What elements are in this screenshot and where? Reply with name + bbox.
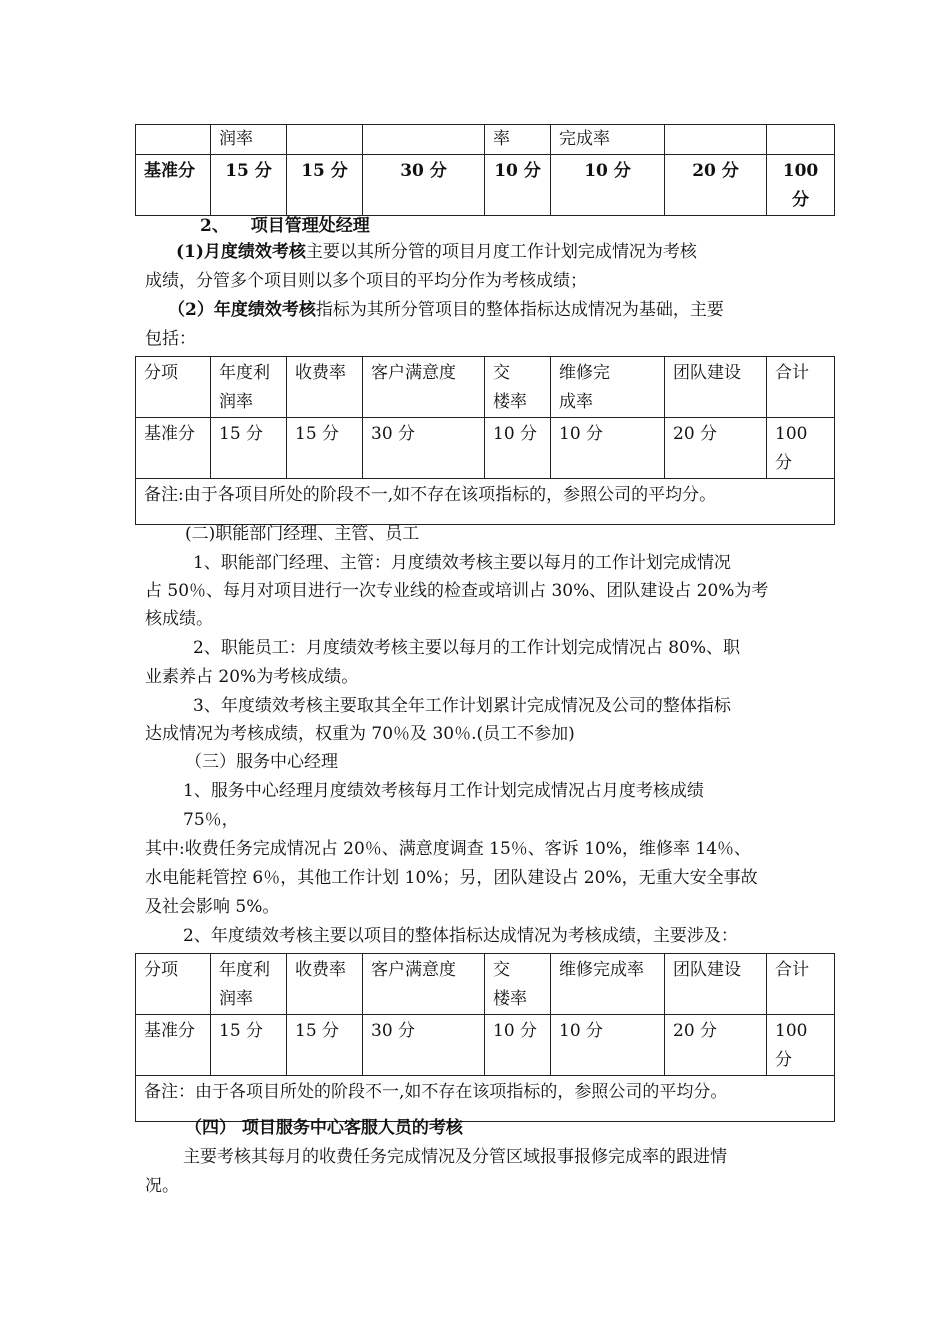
section-two-heading: (二)职能部门经理、主管、员工: [185, 524, 420, 544]
paragraph-line: 况。: [145, 1176, 179, 1196]
annual-score-table-2: [135, 953, 835, 1122]
paragraph-line: 包括：: [145, 329, 196, 349]
paragraph-line: 及社会影响 5%。: [145, 897, 280, 917]
section-four-heading: （四） 项目服务中心客服人员的考核: [185, 1118, 463, 1138]
table-row: 基准分 15 分 15 分 30 分 10 分 10 分 20 分 100 分: [136, 418, 835, 479]
table-row: 基准分 15 分 15 分 30 分 10 分 10 分 20 分 100 分: [136, 155, 835, 216]
table-row: 基准分 15 分 15 分 30 分 10 分 10 分 20 分 100 分: [136, 1015, 835, 1076]
paragraph-line: 75％，: [183, 810, 239, 830]
table-note-row: 备注:由于各项目所处的阶段不一,如不存在该项指标的，参照公司的平均分。: [136, 479, 835, 525]
paragraph-line: 业素养占 20%为考核成绩。: [145, 667, 359, 687]
paragraph-line: 2、职能员工：月度绩效考核主要以每月的工作计划完成情况占 80%、职: [193, 638, 741, 658]
paragraph-line: 主要考核其每月的收费任务完成情况及分管区域报事报修完成率的跟进情: [183, 1147, 727, 1167]
table-header-row: 分项 年度利润率 收费率 客户满意度 交 楼率 维修完成率 团队建设 合计: [136, 954, 835, 1015]
paragraph-line: 1、服务中心经理月度绩效考核每月工作计划完成情况占月度考核成绩: [183, 781, 704, 801]
paragraph: （2）年度绩效考核指标为其所分管项目的整体指标达成情况为基础，主要: [168, 300, 724, 320]
paragraph-line: 核成绩。: [145, 609, 213, 629]
paragraph-line: 其中:收费任务完成情况占 20％、满意度调查 15％、客诉 10%，维修率 14％、: [145, 839, 752, 859]
paragraph-line: 2、年度绩效考核主要以项目的整体指标达成情况为考核成绩，主要涉及：: [183, 926, 738, 946]
paragraph: (1)月度绩效考核主要以其所分管的项目月度工作计划完成情况为考核: [176, 242, 697, 262]
paragraph-line: 成绩，分管多个项目则以多个项目的平均分作为考核成绩；: [145, 271, 587, 291]
table-note-row: 备注：由于各项目所处的阶段不一,如不存在该项指标的，参照公司的平均分。: [136, 1076, 835, 1122]
paragraph-line: 占 50％、每月对项目进行一次专业线的检查或培训占 30%、团队建设占 20%为考: [145, 581, 769, 601]
table-header-row: 分项 年度利润率 收费率 客户满意度 交 楼率 维修完成率 团队建设 合计: [136, 357, 835, 418]
section-three-heading: （三）服务中心经理: [185, 752, 338, 772]
paragraph-line: 达成情况为考核成绩，权重为 70％及 30％.(员工不参加): [145, 724, 575, 744]
top-score-table: [135, 124, 835, 216]
table-row: 润率 率 完成率: [136, 125, 835, 155]
annual-score-table-1: [135, 356, 835, 525]
paragraph-line: 水电能耗管控 6％，其他工作计划 10%；另，团队建设占 20%，无重大安全事故: [145, 868, 758, 888]
paragraph-line: 1、职能部门经理、主管：月度绩效考核主要以每月的工作计划完成情况: [193, 553, 731, 573]
section-2-heading: 2、 项目管理处经理: [200, 216, 370, 236]
paragraph-line: 3、年度绩效考核主要取其全年工作计划累计完成情况及公司的整体指标: [193, 696, 731, 716]
